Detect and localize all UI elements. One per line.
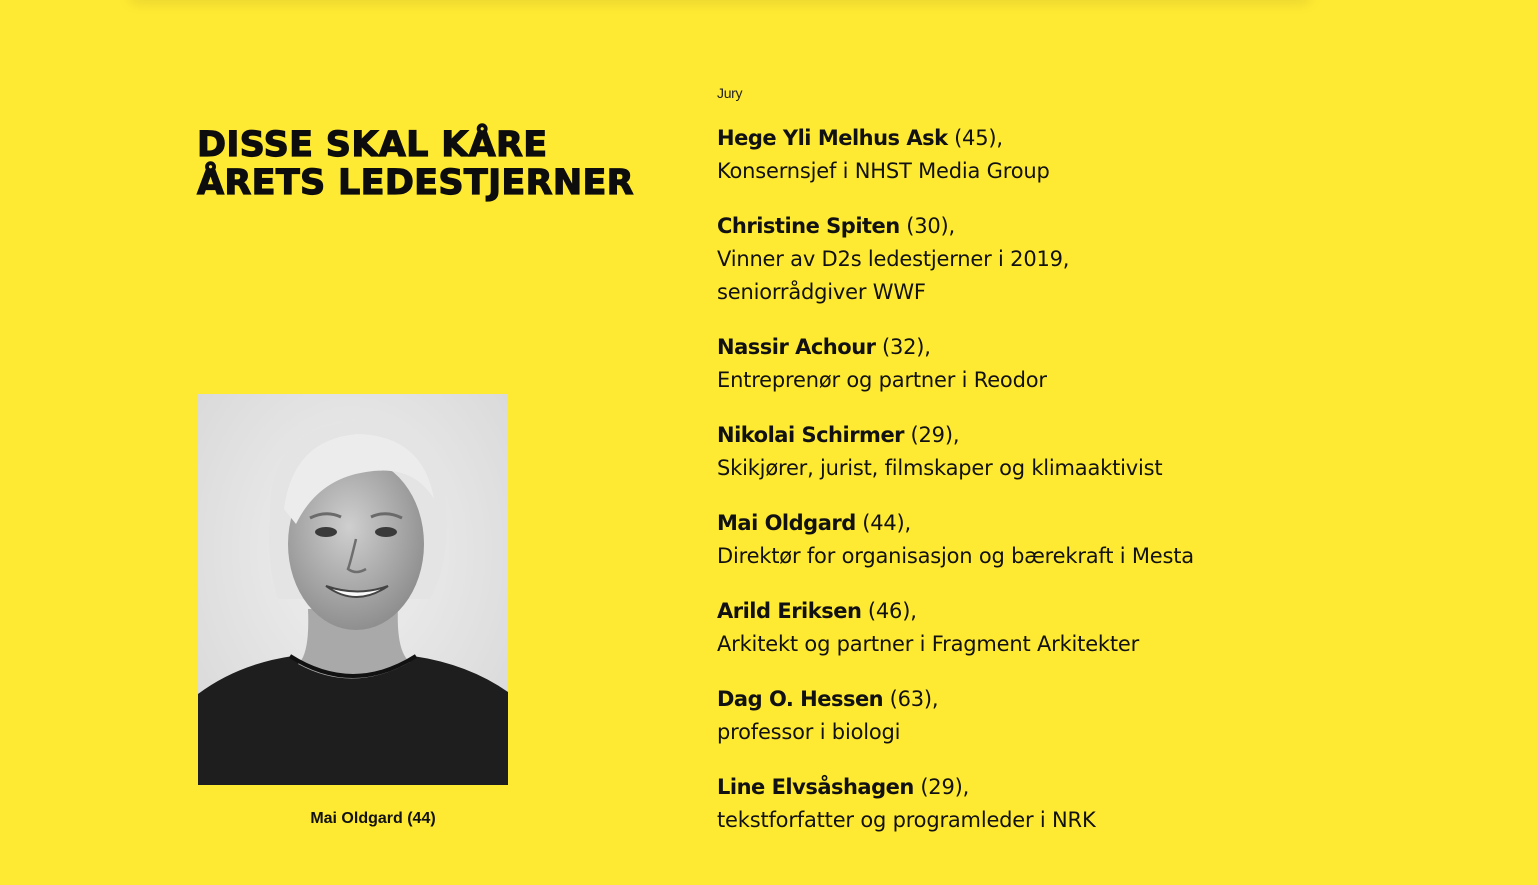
member-age: (30), [899,214,956,238]
member-name: Mai Oldgard [717,511,856,535]
jury-member [717,210,1337,309]
jury-member [717,595,1337,661]
jury-member [717,683,1337,749]
member-name: Nikolai Schirmer [717,423,905,447]
member-name: Nassir Achour [717,335,876,359]
member-role: Direktør for organisasjon og bærekraft i Mesta [717,544,1194,568]
jury-member [717,771,1337,837]
photo-caption: Mai Oldgard (44) [310,810,436,827]
jury-list [717,122,1337,859]
portrait-photo [198,394,508,785]
member-age: (29), [904,423,960,447]
jury-member [717,331,1337,397]
member-name: Hege Yli Melhus Ask [717,126,948,150]
jury-member [717,122,1337,188]
jury-member [717,507,1337,573]
member-name: Dag O. Hessen [717,687,884,711]
jury-member [717,419,1337,485]
member-role: Konsernsjef i NHST Media Group [717,159,1050,183]
member-role: Arkitekt og partner i Fragment Arkitekter [717,632,1140,656]
member-role: Entreprenør og partner i Reodor [717,368,1047,392]
member-role: Vinner av D2s ledestjerner i 2019, seniorrådgiver WWF [717,247,1070,304]
member-age: (46), [861,599,917,623]
member-role: tekstforfatter og programleder i NRK [717,808,1096,832]
jury-label: Jury [717,85,743,101]
member-name: Line Elvsåshagen [717,775,914,799]
member-age: (29), [913,775,970,799]
member-role: Skikjører, jurist, filmskaper og klimaaktivist [717,456,1163,480]
member-role: professor i biologi [717,720,901,744]
member-age: (45), [947,126,1003,150]
member-age: (44), [855,511,912,535]
member-age: (63), [883,687,939,711]
member-name: Arild Eriksen [717,599,862,623]
page-title: DISSE SKAL KÅRE ÅRETS LEDESTJERNER [197,125,634,203]
member-name: Christine Spiten [717,214,900,238]
member-age: (32), [875,335,931,359]
